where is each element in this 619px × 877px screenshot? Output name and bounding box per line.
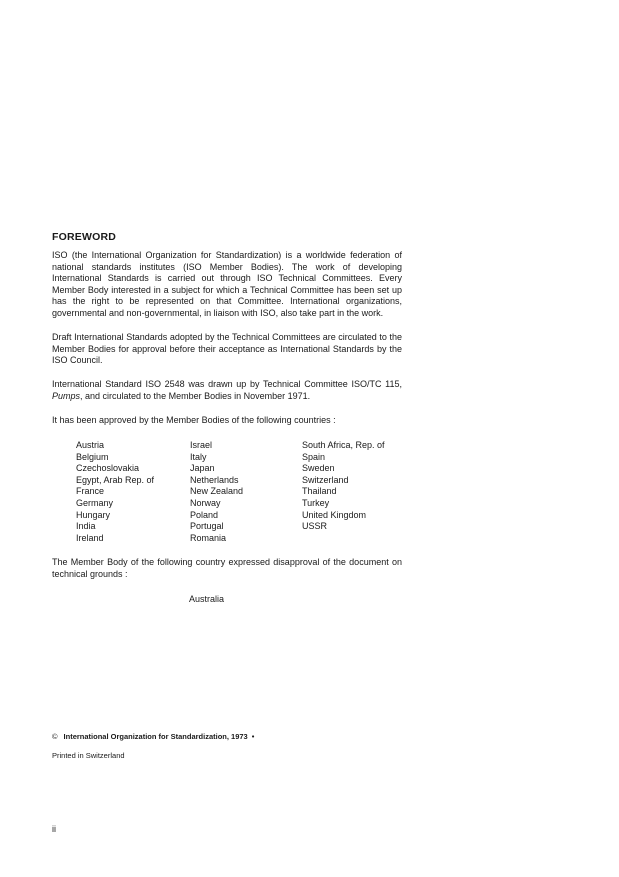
country-name: Portugal — [190, 521, 224, 532]
approving-countries-column-2 — [190, 440, 243, 544]
country-name: Thailand — [302, 486, 337, 497]
foreword-paragraph-disapproval: The Member Body of the following country expressed disapproval of the document on technical grounds : — [52, 557, 402, 579]
copyright-text: International Organization for Standardization, 1973 — [63, 732, 248, 741]
country-name: Netherlands — [190, 474, 239, 485]
printed-in-notice: Printed in Switzerland — [52, 751, 125, 760]
country-name: France — [76, 486, 105, 497]
country-name: Czechoslovakia — [76, 463, 140, 474]
foreword-paragraph-standard — [52, 379, 402, 402]
copyright-notice — [52, 732, 254, 741]
foreword-paragraph-approval: It has been approved by the Member Bodies of the following countries : — [52, 415, 336, 425]
country-name: Romania — [190, 532, 227, 543]
standard-text-before: International Standard ISO 2548 was drawn up by Technical Committee ISO/TC 115, — [52, 379, 402, 389]
copyright-bullet: • — [251, 732, 255, 741]
foreword-paragraph-iso: ISO (the International Organization for Standardization) is a worldwide federation of national standards institutes (ISO Member Bodies). The work of developing International Standards is carried out through ISO Technical Committees. Every Member Body interested in a subject for which a Technical Committee has been set up has the right to be represented on that Committee. International organizations, governmental and non-governmental, in liaison with ISO, also take part in the work. — [52, 250, 402, 318]
country-name: Ireland — [76, 532, 104, 543]
foreword-heading: FOREWORD — [52, 231, 117, 243]
country-name: Egypt, Arab Rep. of — [76, 474, 155, 485]
country-name: Germany — [76, 497, 114, 508]
country-name: Norway — [190, 497, 221, 508]
country-name: Israel — [190, 440, 213, 450]
country-name: United Kingdom — [302, 509, 367, 520]
country-name: Italy — [190, 451, 207, 462]
country-name: Switzerland — [302, 474, 349, 485]
country-name: Hungary — [76, 509, 111, 520]
disapproving-country: Australia — [189, 594, 225, 604]
country-name: India — [76, 521, 96, 532]
country-name: Poland — [190, 509, 219, 520]
country-name: Sweden — [302, 463, 335, 474]
foreword-paragraph-drafts: Draft International Standards adopted by the Technical Committees are circulated to the Member Bodies for approval before their acceptance as International Standards by the ISO Council. — [52, 332, 402, 366]
page-number: ii — [52, 824, 56, 834]
country-name: South Africa, Rep. of — [302, 440, 385, 450]
copyright-symbol: © — [52, 732, 58, 741]
standard-text-after: , and circulated to the Member Bodies in November 1971. — [80, 390, 311, 401]
country-name: Austria — [76, 440, 105, 450]
country-name: New Zealand — [190, 486, 244, 497]
approving-countries-column-1 — [76, 440, 154, 544]
country-name: USSR — [302, 521, 328, 532]
committee-title: Pumps — [52, 390, 81, 401]
country-name: Spain — [302, 451, 326, 462]
country-name: Belgium — [76, 451, 109, 462]
country-name: Japan — [190, 463, 215, 474]
country-name: Turkey — [302, 497, 330, 508]
approving-countries-column-3 — [302, 440, 385, 533]
